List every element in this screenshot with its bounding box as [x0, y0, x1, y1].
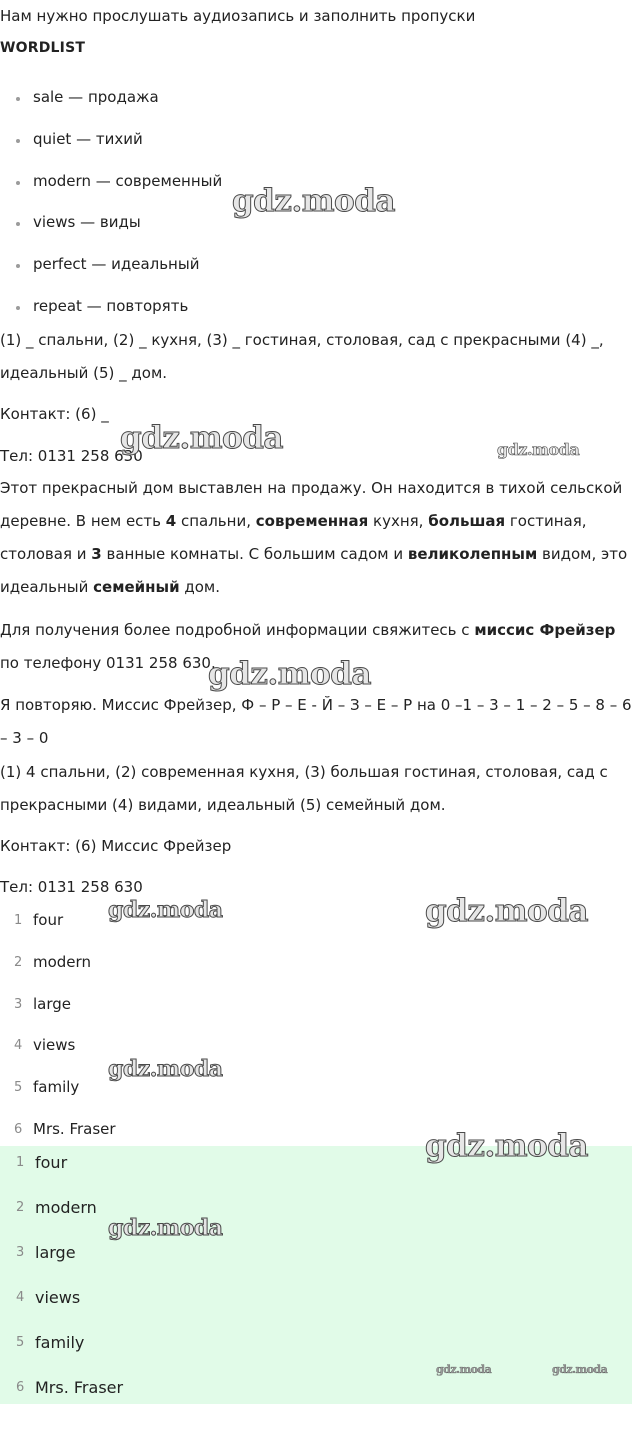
transcript-text: видом, это идеальный: [0, 545, 628, 596]
transcript-text: гостиная, столовая и: [0, 512, 587, 563]
watermark-logo: gdz.moda: [208, 656, 371, 692]
list-item: [0, 1185, 632, 1230]
watermark-logo: gdz.moda: [497, 440, 580, 459]
transcript-text: Этот прекрасный дом выставлен на продажу. Он находится в тихой сельской деревне. В нем есть: [0, 479, 623, 530]
answer-text: family: [35, 1333, 85, 1352]
list-item: [0, 984, 632, 1026]
list-item: [0, 1025, 632, 1067]
list-number: 5: [16, 1335, 25, 1350]
watermark-logo: gdz.moda: [108, 1215, 223, 1241]
filled-paragraph: [0, 756, 632, 822]
list-number: 6: [14, 1121, 23, 1137]
bold-answer: современная: [255, 512, 369, 530]
list-number: 6: [16, 1380, 25, 1395]
wordlist-heading: WORDLIST: [0, 40, 86, 56]
list-number: 3: [14, 996, 23, 1012]
bold-answer: семейный: [93, 578, 180, 596]
list-number: 3: [16, 1245, 25, 1260]
filled-contact-text: Контакт: (6) Миссис Фрейзер: [0, 837, 232, 855]
transcript-paragraph-3: [0, 689, 632, 755]
wordlist-item: modern — современный: [0, 161, 222, 203]
watermark-logo: gdz.moda: [425, 1128, 588, 1164]
list-item: [0, 1320, 632, 1365]
gaps-paragraph: [0, 324, 632, 390]
answer-text: Mrs. Fraser: [33, 1119, 116, 1138]
watermark-logo: gdz.moda: [232, 183, 395, 219]
bold-name: миссис Фрейзер: [474, 621, 616, 639]
bold-answer: великолепным: [407, 545, 538, 563]
list-item: [0, 1067, 632, 1109]
answer-text: family: [33, 1078, 80, 1097]
watermark-logo: gdz.moda: [425, 893, 588, 929]
watermark-logo: gdz.moda: [436, 1363, 492, 1376]
list-number: 2: [16, 1200, 25, 1215]
filled-tel-text: Тел: 0131 258 630: [0, 878, 143, 896]
answer-text: views: [35, 1288, 81, 1307]
list-item: [0, 1230, 632, 1275]
transcript-text: Для получения более подробной информации свяжитесь с: [0, 621, 475, 639]
wordlist-item: perfect — идеальный: [0, 244, 222, 286]
list-number: 1: [16, 1155, 25, 1170]
bold-answer: 4: [165, 512, 177, 530]
list-number: 5: [14, 1080, 23, 1096]
list-number: 4: [14, 1038, 23, 1054]
answer-text: large: [33, 994, 72, 1013]
watermark-logo: gdz.moda: [120, 420, 283, 456]
answer-text: large: [35, 1243, 76, 1262]
wordlist-item: repeat — повторять: [0, 286, 222, 328]
list-item: [0, 1275, 632, 1320]
bold-answer: 3: [91, 545, 102, 563]
filled-contact: [0, 830, 632, 863]
wordlist-item: sale — продажа: [0, 77, 222, 119]
answers-list: [0, 900, 632, 1151]
list-number: 1: [14, 913, 23, 928]
transcript-text: по телефону 0131 258 630.: [0, 654, 216, 672]
list-number: 4: [16, 1290, 25, 1305]
transcript-text: дом.: [179, 578, 220, 596]
highlighted-answers-list: [0, 1140, 632, 1410]
answer-text: modern: [33, 952, 91, 971]
bold-answer: большая: [428, 512, 506, 530]
wordlist: [0, 77, 222, 328]
list-item: [0, 1365, 632, 1410]
list-item: [0, 942, 632, 984]
task-title: Нам нужно прослушать аудиозапись и заполнить пропуски: [0, 7, 476, 25]
tel-text: Тел: 0131 258 630: [0, 447, 143, 465]
watermark-logo: gdz.moda: [552, 1363, 608, 1376]
transcript-text: кухня,: [368, 512, 429, 530]
list-number: 2: [14, 954, 23, 970]
spelling-line: Я повторяю. Миссис Фрейзер, Ф – Р – Е - Й – З – Е – Р на 0 –1 – 3 – 1 – 2 – 5 – 8 – 6 – 3 – 0: [0, 696, 632, 747]
answer-text: four: [35, 1153, 68, 1172]
watermark-logo: gdz.moda: [108, 1056, 223, 1082]
transcript-paragraph-1: [0, 472, 632, 604]
answer-text: four: [33, 911, 64, 929]
watermark-logo: gdz.moda: [108, 897, 223, 923]
answer-text: modern: [35, 1198, 97, 1217]
wordlist-item: quiet — тихий: [0, 119, 222, 161]
answer-text: views: [33, 1036, 76, 1055]
transcript-text: ванные комнаты. С большим садом и: [101, 545, 408, 563]
contact-gap: [0, 398, 632, 431]
contact-gap-text: Контакт: (6) _: [0, 405, 109, 423]
answer-text: Mrs. Fraser: [35, 1378, 124, 1397]
gaps-line: (1) _ спальни, (2) _ кухня, (3) _ гостиная, столовая, сад с прекрасными (4) _, идеальный (5) _ дом.: [0, 331, 604, 382]
filled-line: (1) 4 спальни, (2) современная кухня, (3) большая гостиная, столовая, сад с прекрасными (4) видами, идеальный (5) семейный дом.: [0, 763, 608, 814]
wordlist-item: views — виды: [0, 202, 222, 244]
transcript-text: спальни,: [176, 512, 256, 530]
